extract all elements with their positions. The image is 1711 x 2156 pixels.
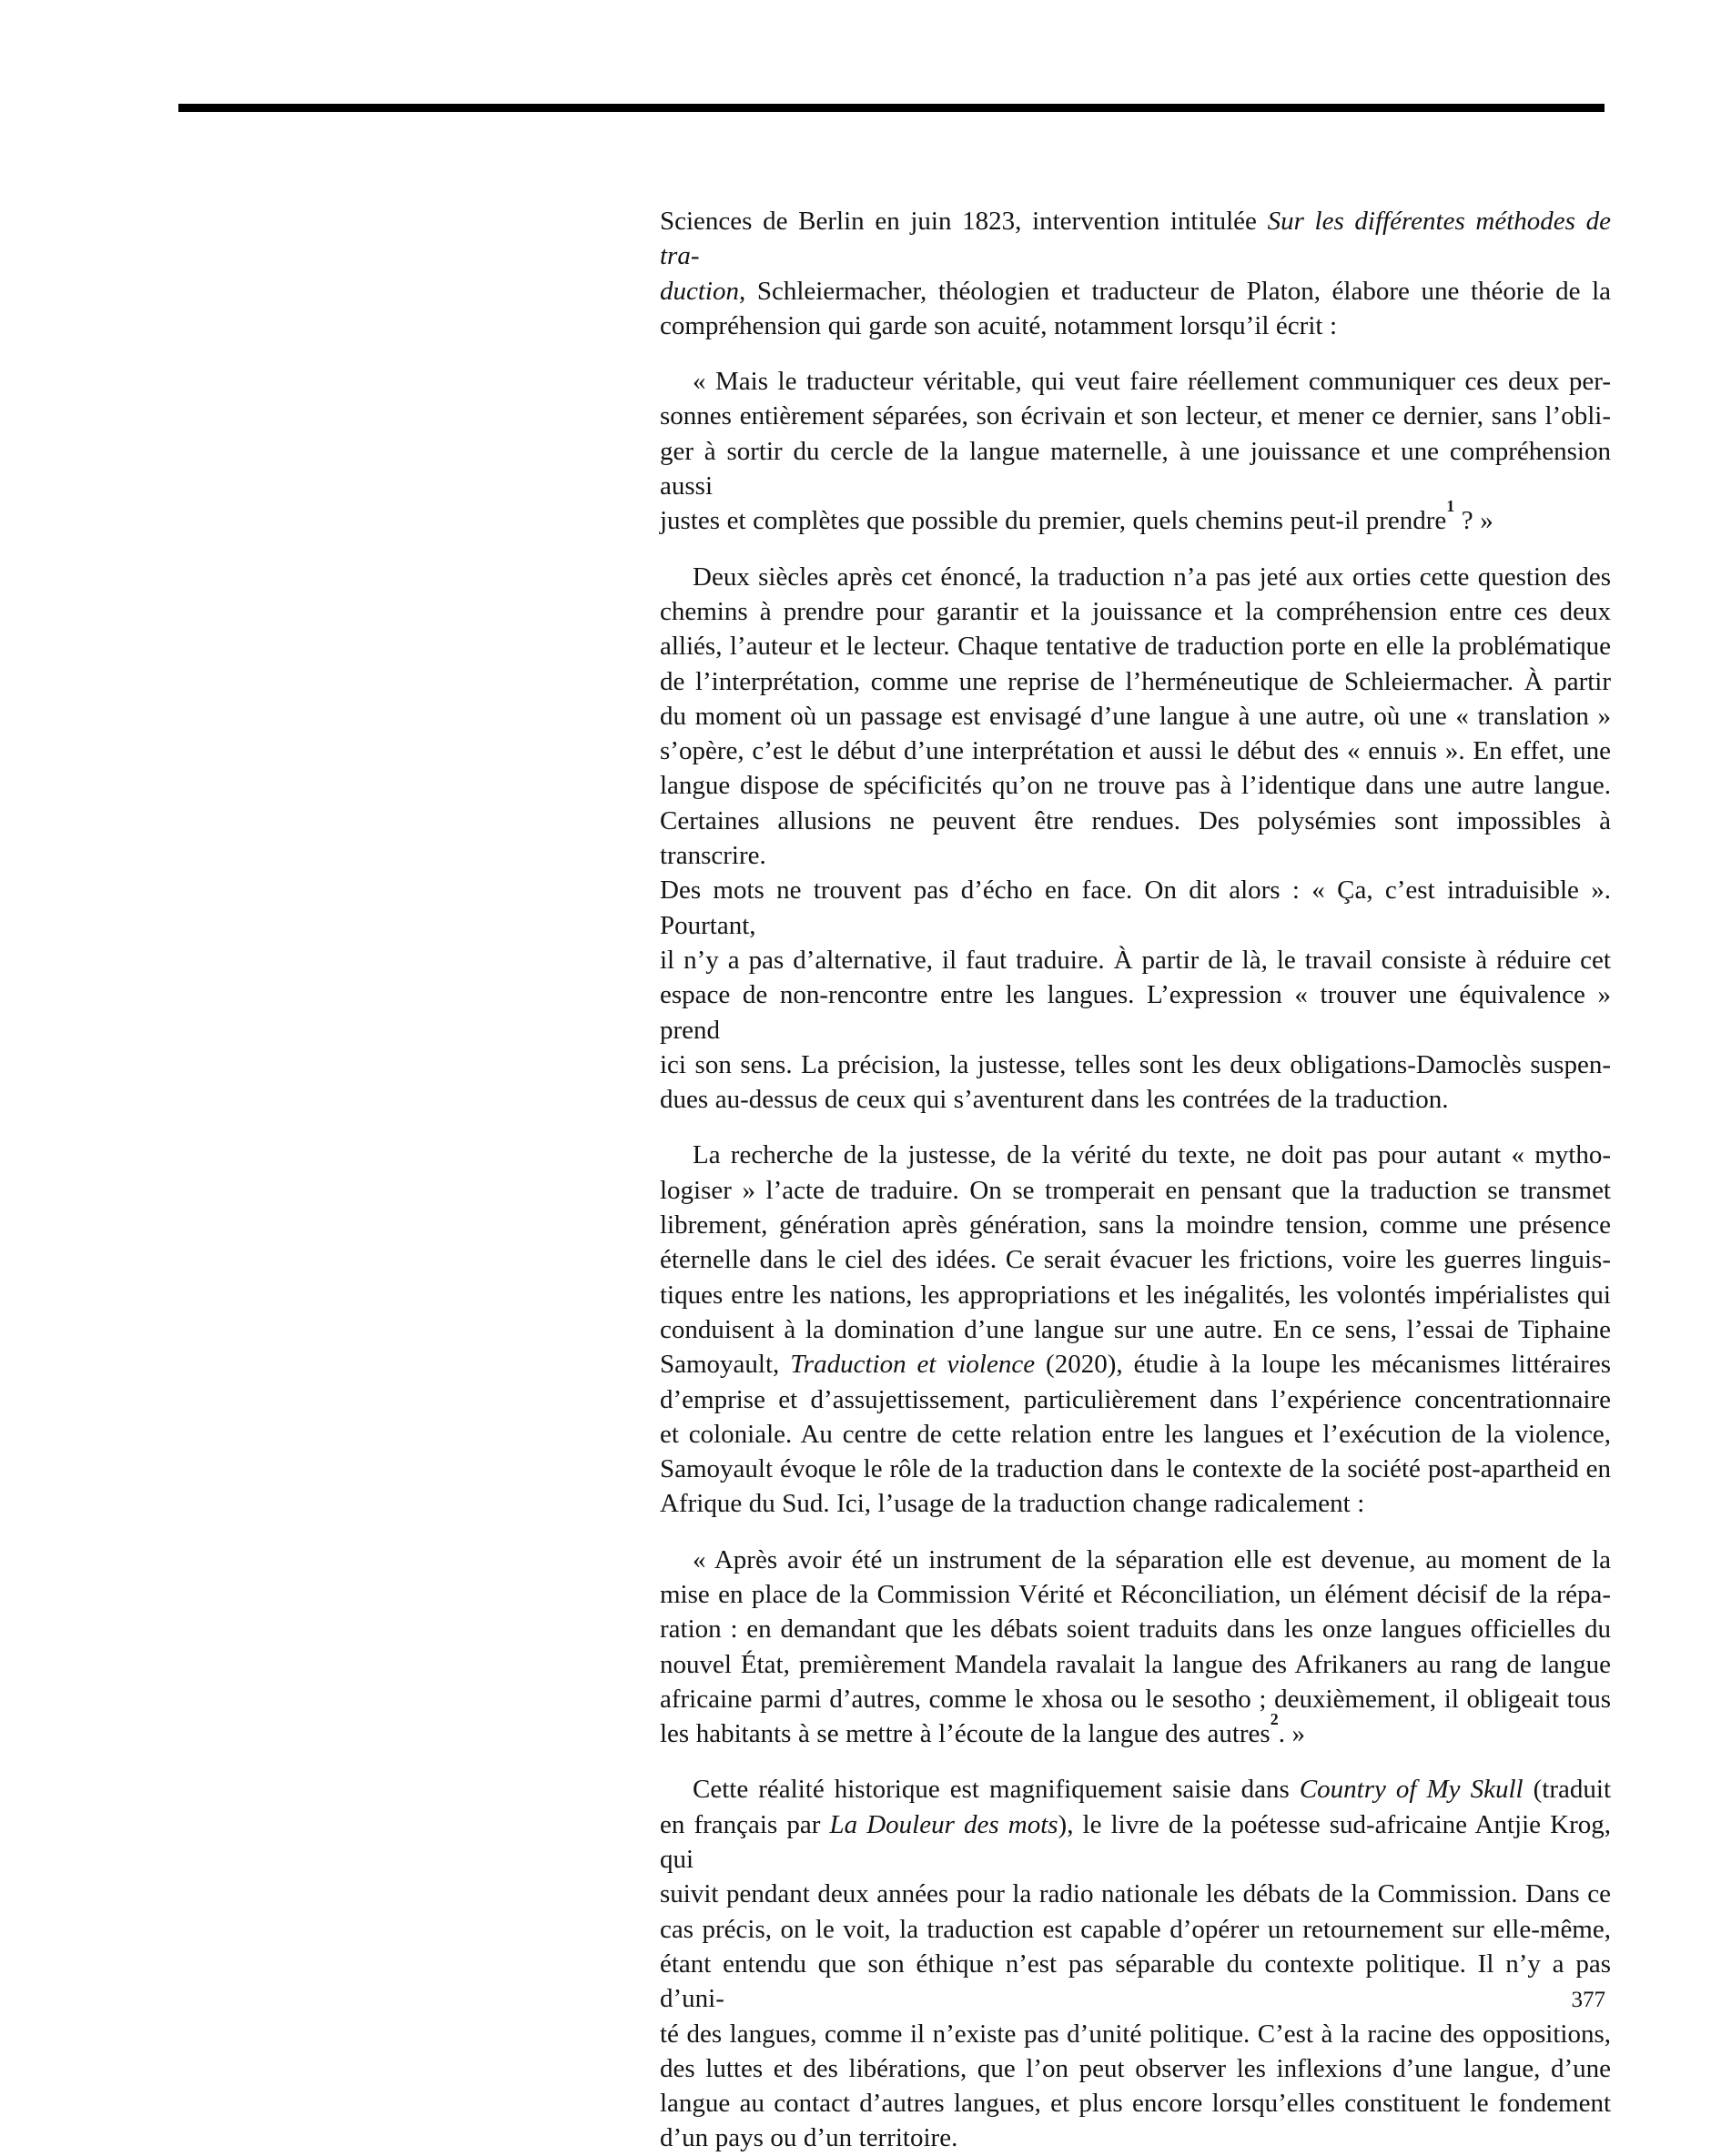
text-column xyxy=(660,204,1611,2156)
text-line xyxy=(660,560,1611,594)
text-line xyxy=(660,274,1611,309)
text-segment: éternelle dans le ciel des idées. Ce serait évacuer les frictions, voire les guerres linguis- xyxy=(660,1245,1611,1275)
text-line xyxy=(660,434,1611,504)
text-line xyxy=(660,204,1611,274)
text-line xyxy=(660,873,1611,943)
text-segment: suivit pendant deux années pour la radio nationale les débats de la Commission. Dans ce xyxy=(660,1879,1611,1909)
text-line xyxy=(660,1912,1611,1947)
text-segment: nouvel État, premièrement Mandela ravalait la langue des Afrikaners au rang de langue xyxy=(660,1649,1611,1679)
text-line xyxy=(660,1577,1611,1612)
text-segment: langue dispose de spécificités qu’on ne trouve pas à l’identique dans une autre langue. xyxy=(660,771,1611,801)
text-line xyxy=(660,2017,1611,2051)
text-line xyxy=(660,1543,1611,1577)
text-line xyxy=(660,399,1611,433)
text-line xyxy=(660,1612,1611,1646)
text-segment: , Schleiermacher, théologien et traducteur de Platon, élabore une théorie de la xyxy=(739,276,1611,306)
text-segment: compréhension qui garde son acuité, notamment lorsqu’il écrit : xyxy=(660,310,1338,340)
text-segment: et coloniale. Au centre de cette relation entre les langues et l’exécution de la violence, xyxy=(660,1419,1611,1449)
footnote-marker: 2 xyxy=(1270,1709,1279,1728)
text-segment: Afrique du Sud. Ici, l’usage de la traduction change radicalement : xyxy=(660,1489,1365,1519)
text-line xyxy=(660,977,1611,1048)
text-line xyxy=(660,1082,1611,1117)
italic-title: duction xyxy=(660,276,739,306)
italic-title: La Douleur des mots xyxy=(829,1809,1058,1839)
text-segment: ici son sens. La précision, la justesse, telles sont les deux obligations-Damoclès suspen- xyxy=(660,1049,1611,1079)
text-segment: il n’y a pas d’alternative, il faut traduire. À partir de là, le travail consiste à réduire cet xyxy=(660,945,1611,975)
text-segment: Samoyault évoque le rôle de la traduction dans le contexte de la société post-apartheid en xyxy=(660,1454,1611,1484)
italic-title: Sur les différentes méthodes de tra- xyxy=(660,207,1611,271)
text-line xyxy=(660,1208,1611,1242)
text-line xyxy=(660,594,1611,629)
body-paragraph xyxy=(660,1772,1611,2155)
page-number: 377 xyxy=(1571,1988,1605,2012)
header-rule xyxy=(178,104,1605,112)
text-segment: . » xyxy=(1278,1719,1305,1749)
text-line xyxy=(660,1242,1611,1277)
text-segment: du moment où un passage est envisagé d’une langue à une autre, où une « translation » xyxy=(660,701,1611,731)
text-line xyxy=(660,1486,1611,1521)
text-segment: té des langues, comme il n’existe pas d’unité politique. C’est à la racine des oppositions, xyxy=(660,2019,1611,2049)
text-line xyxy=(660,734,1611,768)
text-line xyxy=(660,1709,1611,1751)
text-line xyxy=(660,1312,1611,1347)
text-line xyxy=(660,309,1611,343)
italic-title: Traduction et violence xyxy=(790,1350,1036,1380)
text-segment: tiques entre les nations, les appropriations et les inégalités, les volontés impérialistes qui xyxy=(660,1280,1611,1310)
text-segment: espace de non-rencontre entre les langues. L’expression « trouver une équivalence » prend xyxy=(660,980,1611,1045)
text-segment: chemins à prendre pour garantir et la jouissance et la compréhension entre ces deux xyxy=(660,596,1611,626)
text-line xyxy=(660,1382,1611,1417)
text-segment: dues au-dessus de ceux qui s’aventurent dans les contrées de la traduction. xyxy=(660,1085,1449,1115)
text-line xyxy=(660,1877,1611,1911)
quote-paragraph xyxy=(660,364,1611,538)
text-segment: en français par xyxy=(660,1809,830,1839)
text-line xyxy=(660,699,1611,734)
text-segment: s’opère, c’est le début d’une interprétation et aussi le début des « ennuis ». En effet, une xyxy=(660,736,1611,766)
text-segment: Sciences de Berlin en juin 1823, intervention intitulée xyxy=(660,207,1268,236)
text-segment: librement, génération après génération, sans la moindre tension, comme une présence xyxy=(660,1210,1611,1240)
text-segment: ger à sortir du cercle de la langue maternelle, à une jouissance et une compréhension aussi xyxy=(660,436,1611,501)
text-segment: (2020), étudie à la loupe les mécanismes littéraires xyxy=(1035,1350,1611,1380)
text-line xyxy=(660,1682,1611,1716)
text-line xyxy=(660,2051,1611,2086)
text-line xyxy=(660,768,1611,803)
text-segment: Certaines allusions ne peuvent être rendues. Des polysémies sont impossibles à transcrire. xyxy=(660,805,1611,871)
text-segment: ), le livre de la poétesse sud-africaine Antjie Krog, qui xyxy=(660,1809,1612,1875)
text-line xyxy=(660,1278,1611,1312)
text-segment: mise en place de la Commission Vérité et Réconciliation, un élément décisif de la répa- xyxy=(660,1579,1611,1609)
text-line xyxy=(660,2086,1611,2121)
text-line xyxy=(660,629,1611,663)
text-segment: alliés, l’auteur et le lecteur. Chaque tentative de traduction porte en elle la problématique xyxy=(660,632,1611,662)
text-line xyxy=(660,664,1611,699)
body-paragraph xyxy=(660,560,1611,1118)
text-line xyxy=(660,804,1611,874)
text-line xyxy=(660,497,1611,538)
text-segment: Cette réalité historique est magnifiquement saisie dans xyxy=(693,1775,1300,1805)
text-line xyxy=(660,1417,1611,1452)
text-segment: « Mais le traducteur véritable, qui veut faire réellement communiquer ces deux per- xyxy=(693,367,1611,397)
text-line xyxy=(660,1647,1611,1682)
text-segment: logiser » l’acte de traduire. On se tromperait en pensant que la traduction se transmet xyxy=(660,1175,1611,1205)
body-paragraph xyxy=(660,1138,1611,1521)
footnote-marker: 1 xyxy=(1446,497,1455,516)
text-segment: « Après avoir été un instrument de la séparation elle est devenue, au moment de la xyxy=(693,1544,1611,1574)
text-segment: Des mots ne trouvent pas d’écho en face. On dit alors : « Ça, c’est intraduisible ». Pourtant, xyxy=(660,876,1611,940)
text-segment: sonnes entièrement séparées, son écrivain et son lecteur, et mener ce dernier, sans l’obli- xyxy=(660,401,1611,431)
text-segment: des luttes et des libérations, que l’on peut observer les inflexions d’une langue, d’une xyxy=(660,2053,1611,2083)
text-line xyxy=(660,1772,1611,1807)
italic-title: Country of My Skull xyxy=(1299,1775,1524,1805)
text-line xyxy=(660,364,1611,399)
text-segment: de l’interprétation, comme une reprise de l’herméneutique de Schleiermacher. À partir xyxy=(660,666,1611,696)
text-segment: Deux siècles après cet énoncé, la traduction n’a pas jeté aux orties cette question des xyxy=(693,562,1611,592)
text-segment: justes et complètes que possible du premier, quels chemins peut-il prendre xyxy=(660,506,1447,536)
text-segment: ration : en demandant que les débats soient traduits dans les onze langues officielles du xyxy=(660,1614,1611,1645)
text-line xyxy=(660,1173,1611,1208)
text-segment: africaine parmi d’autres, comme le xhosa ou le sesotho ; deuxièmement, il obligeait tous xyxy=(660,1684,1611,1714)
body-paragraph xyxy=(660,204,1611,343)
text-segment: cas précis, on le voit, la traduction est capable d’opérer un retournement sur elle-même, xyxy=(660,1914,1611,1944)
text-segment: d’emprise et d’assujettissement, particulièrement dans l’expérience concentrationnaire xyxy=(660,1384,1611,1414)
text-segment: étant entendu que son éthique n’est pas séparable du contexte politique. Il n’y a pas d’uni- xyxy=(660,1948,1611,2014)
text-segment: ? » xyxy=(1454,506,1493,536)
text-line xyxy=(660,1807,1611,1878)
text-segment: langue au contact d’autres langues, et plus encore lorsqu’elles constituent le fondement xyxy=(660,2089,1611,2119)
text-segment: La recherche de la justesse, de la vérité du texte, ne doit pas pour autant « mytho- xyxy=(693,1140,1611,1170)
quote-paragraph xyxy=(660,1543,1611,1752)
text-segment: d’un pays ou d’un territoire. xyxy=(660,2123,958,2153)
text-line xyxy=(660,1347,1611,1382)
text-segment: Samoyault, xyxy=(660,1350,791,1380)
text-line xyxy=(660,1138,1611,1172)
text-segment: (traduit xyxy=(1523,1775,1611,1805)
text-segment: conduisent à la domination d’une langue sur une autre. En ce sens, l’essai de Tiphaine xyxy=(660,1314,1611,1344)
text-line xyxy=(660,943,1611,977)
text-line xyxy=(660,1947,1611,2017)
text-segment: les habitants à se mettre à l’écoute de la langue des autres xyxy=(660,1719,1271,1749)
text-line xyxy=(660,1452,1611,1486)
text-line xyxy=(660,1048,1611,1082)
